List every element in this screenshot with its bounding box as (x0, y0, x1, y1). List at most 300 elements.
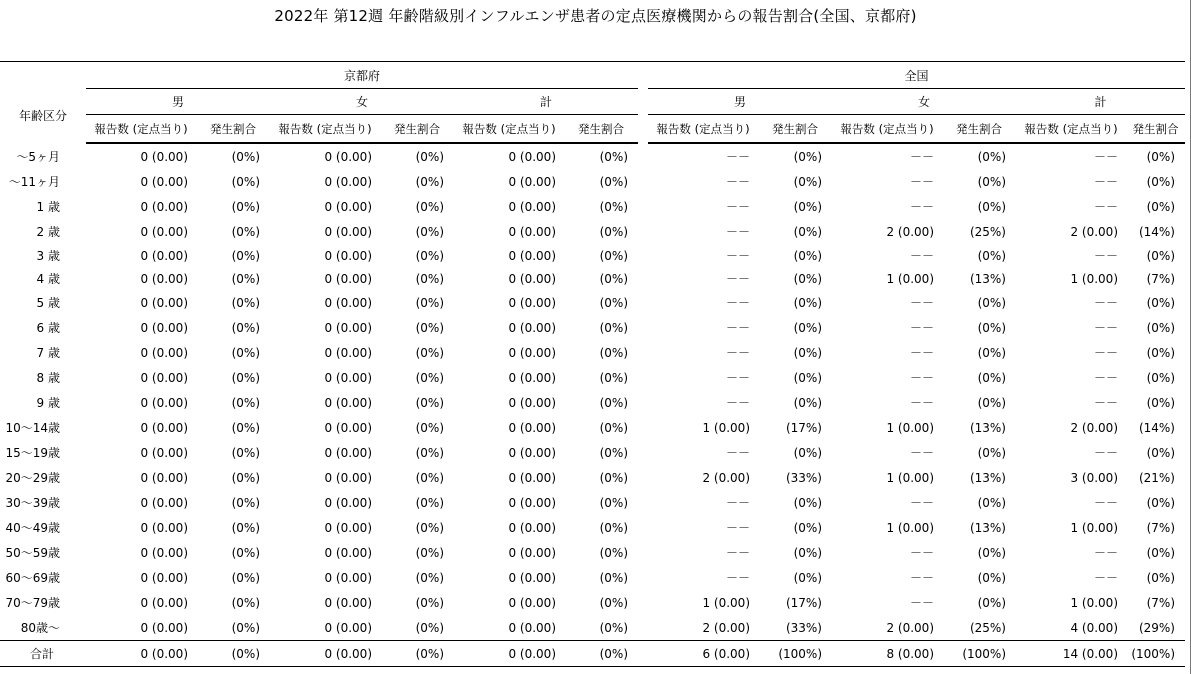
count-cell: 0 (0.00) (508, 395, 556, 410)
ratio-cell: (0%) (415, 224, 444, 239)
count-cell: －－ (725, 446, 750, 460)
count-cell: 0 (0.00) (140, 295, 188, 310)
table-row (0, 219, 1185, 244)
count-cell: 1 (0.00) (1070, 595, 1118, 610)
table-row (0, 340, 1185, 365)
ratio-cell: (13%) (969, 470, 1006, 485)
ratio-cell: (0%) (793, 495, 822, 510)
table-row (0, 143, 1185, 169)
count-cell: －－ (1093, 175, 1118, 189)
ratio-cell: (0%) (977, 248, 1006, 263)
ratio-cell: (0%) (599, 495, 628, 510)
count-cell: －－ (1093, 371, 1118, 385)
age-cell: 3 歳 (36, 249, 60, 263)
ratio-cell: (14%) (1138, 224, 1175, 239)
count-cell: 0 (0.00) (508, 149, 556, 164)
ratio-cell: (0%) (231, 174, 260, 189)
ratio-cell: (0%) (1146, 295, 1175, 310)
count-cell: －－ (909, 496, 934, 510)
count-cell: 0 (0.00) (324, 545, 372, 560)
count-cell: 0 (0.00) (324, 470, 372, 485)
age-cell: 10〜14歳 (5, 421, 60, 435)
ratio-cell: (0%) (415, 495, 444, 510)
ratio-header: 発生割合 (380, 115, 454, 144)
ratio-cell: (0%) (599, 445, 628, 460)
count-cell: 0 (0.00) (140, 370, 188, 385)
ratio-cell: (0%) (564, 641, 638, 667)
count-cell: 0 (0.00) (140, 520, 188, 535)
count-cell: －－ (1093, 200, 1118, 214)
national-male-header: 男 (648, 89, 832, 115)
count-cell: －－ (909, 546, 934, 560)
ratio-cell: (0%) (977, 295, 1006, 310)
ratio-cell: (0%) (977, 570, 1006, 585)
count-cell: 0 (0.00) (140, 495, 188, 510)
ratio-cell: (0%) (793, 248, 822, 263)
count-cell: －－ (909, 249, 934, 263)
ratio-cell: (0%) (231, 345, 260, 360)
age-cell: 30〜39歳 (5, 496, 60, 510)
count-header: 報告数 (定点当り) (86, 115, 196, 144)
count-cell: 0 (0.00) (140, 271, 188, 286)
age-cell: 2 歳 (36, 225, 60, 239)
ratio-cell: (0%) (793, 570, 822, 585)
ratio-cell: (0%) (231, 224, 260, 239)
ratio-cell: (0%) (977, 345, 1006, 360)
age-cell: 〜5ヶ月 (16, 149, 60, 164)
ratio-cell: (0%) (415, 570, 444, 585)
count-cell: －－ (725, 175, 750, 189)
count-cell: 0 (0.00) (86, 641, 196, 667)
table-body (0, 143, 1185, 667)
count-cell: －－ (1093, 571, 1118, 585)
ratio-cell: (0%) (415, 520, 444, 535)
count-cell: 0 (0.00) (324, 445, 372, 460)
count-cell: －－ (909, 396, 934, 410)
ratio-cell: (0%) (1146, 445, 1175, 460)
age-cell: 8 歳 (36, 371, 60, 385)
count-cell: 1 (0.00) (1070, 271, 1118, 286)
count-cell: －－ (909, 371, 934, 385)
ratio-cell: (0%) (977, 370, 1006, 385)
ratio-cell: (0%) (599, 174, 628, 189)
ratio-cell: (0%) (415, 445, 444, 460)
ratio-cell: (0%) (380, 641, 454, 667)
count-cell: 0 (0.00) (140, 199, 188, 214)
count-cell: 0 (0.00) (508, 495, 556, 510)
ratio-cell: (100%) (1126, 641, 1185, 667)
table-row (0, 194, 1185, 219)
table-row (0, 390, 1185, 415)
count-cell: －－ (909, 200, 934, 214)
count-cell: 0 (0.00) (324, 248, 372, 263)
ratio-cell: (0%) (231, 570, 260, 585)
age-cell: 1 歳 (36, 200, 60, 214)
ratio-cell: (100%) (942, 641, 1016, 667)
ratio-cell: (0%) (231, 495, 260, 510)
count-header: 報告数 (定点当り) (270, 115, 380, 144)
ratio-cell: (0%) (599, 570, 628, 585)
ratio-cell: (0%) (415, 370, 444, 385)
count-cell: 0 (0.00) (324, 520, 372, 535)
count-cell: －－ (725, 296, 750, 310)
count-cell: －－ (725, 249, 750, 263)
table-row (0, 465, 1185, 490)
count-cell: 0 (0.00) (508, 370, 556, 385)
ratio-cell: (0%) (415, 320, 444, 335)
age-cell: 6 歳 (36, 321, 60, 335)
count-cell: －－ (1093, 546, 1118, 560)
count-cell: 1 (0.00) (886, 420, 934, 435)
ratio-cell: (0%) (599, 248, 628, 263)
ratio-cell: (0%) (977, 174, 1006, 189)
count-cell: －－ (909, 150, 934, 164)
count-cell: 0 (0.00) (324, 345, 372, 360)
count-cell: 0 (0.00) (140, 420, 188, 435)
count-cell: 0 (0.00) (140, 320, 188, 335)
count-cell: 2 (0.00) (702, 620, 750, 635)
count-header: 報告数 (定点当り) (648, 115, 758, 144)
ratio-cell: (0%) (599, 370, 628, 385)
count-cell: 0 (0.00) (508, 520, 556, 535)
count-cell: －－ (725, 521, 750, 535)
ratio-cell: (25%) (969, 224, 1006, 239)
count-cell: 0 (0.00) (270, 641, 380, 667)
page-title: 2022年 第12週 年齢階級別インフルエンザ患者の定点医療機関からの報告割合(全国、京都府) (274, 7, 917, 25)
count-cell: 0 (0.00) (140, 445, 188, 460)
ratio-cell: (0%) (231, 248, 260, 263)
age-cell: 80歳〜 (20, 621, 60, 635)
count-cell: 0 (0.00) (140, 224, 188, 239)
count-cell: －－ (725, 225, 750, 239)
count-cell: 0 (0.00) (324, 149, 372, 164)
ratio-cell: (0%) (1146, 495, 1175, 510)
ratio-cell: (0%) (793, 149, 822, 164)
table-row (0, 290, 1185, 315)
table-row (0, 315, 1185, 340)
kyoto-female-header: 女 (270, 89, 454, 115)
ratio-cell: (0%) (793, 520, 822, 535)
count-cell: －－ (725, 346, 750, 360)
count-cell: 0 (0.00) (508, 199, 556, 214)
ratio-cell: (0%) (793, 445, 822, 460)
ratio-cell: (0%) (599, 470, 628, 485)
count-cell: 0 (0.00) (324, 224, 372, 239)
ratio-cell: (0%) (793, 545, 822, 560)
count-cell: －－ (725, 396, 750, 410)
ratio-cell: (0%) (231, 271, 260, 286)
ratio-cell: (0%) (415, 345, 444, 360)
count-cell: －－ (1093, 296, 1118, 310)
count-cell: 0 (0.00) (508, 271, 556, 286)
count-cell: 6 (0.00) (648, 641, 758, 667)
count-cell: 1 (0.00) (886, 520, 934, 535)
ratio-header: 発生割合 (564, 115, 638, 144)
age-cell: 70〜79歳 (5, 596, 60, 610)
national-female-header: 女 (832, 89, 1016, 115)
count-cell: 0 (0.00) (324, 174, 372, 189)
count-cell: 0 (0.00) (508, 224, 556, 239)
national-header: 全国 (648, 62, 1185, 89)
ratio-cell: (13%) (969, 271, 1006, 286)
ratio-cell: (0%) (977, 595, 1006, 610)
ratio-cell: (0%) (415, 420, 444, 435)
count-cell: 1 (0.00) (702, 420, 750, 435)
table-row (0, 565, 1185, 590)
total-row (0, 641, 1185, 667)
count-cell: －－ (909, 571, 934, 585)
ratio-cell: (0%) (415, 199, 444, 214)
ratio-cell: (0%) (415, 395, 444, 410)
ratio-cell: (0%) (231, 445, 260, 460)
count-header: 報告数 (定点当り) (1016, 115, 1126, 144)
count-cell: 0 (0.00) (324, 620, 372, 635)
ratio-cell: (0%) (599, 149, 628, 164)
count-cell: －－ (725, 496, 750, 510)
ratio-cell: (21%) (1138, 470, 1175, 485)
ratio-cell: (25%) (969, 620, 1006, 635)
count-cell: －－ (1093, 150, 1118, 164)
count-cell: 0 (0.00) (454, 641, 564, 667)
count-cell: 0 (0.00) (140, 395, 188, 410)
national-total-header: 計 (1016, 89, 1185, 115)
ratio-cell: (0%) (793, 271, 822, 286)
count-cell: 1 (0.00) (702, 595, 750, 610)
count-cell: －－ (725, 150, 750, 164)
ratio-cell: (0%) (231, 595, 260, 610)
ratio-cell: (0%) (1146, 199, 1175, 214)
count-cell: 0 (0.00) (324, 320, 372, 335)
age-cell: 50〜59歳 (5, 546, 60, 560)
ratio-cell: (0%) (415, 295, 444, 310)
count-cell: 0 (0.00) (508, 420, 556, 435)
ratio-cell: (7%) (1146, 271, 1175, 286)
count-cell: 0 (0.00) (140, 595, 188, 610)
ratio-cell: (7%) (1146, 520, 1175, 535)
count-cell: －－ (909, 346, 934, 360)
table-row (0, 515, 1185, 540)
ratio-cell: (0%) (793, 224, 822, 239)
count-cell: －－ (725, 546, 750, 560)
ratio-cell: (0%) (793, 370, 822, 385)
ratio-cell: (0%) (231, 295, 260, 310)
ratio-cell: (0%) (1146, 320, 1175, 335)
count-cell: －－ (909, 175, 934, 189)
ratio-cell: (0%) (599, 420, 628, 435)
table-row (0, 267, 1185, 290)
age-cell: 〜11ヶ月 (8, 175, 60, 189)
count-cell: 0 (0.00) (324, 271, 372, 286)
table-row (0, 540, 1185, 565)
count-cell: 1 (0.00) (1070, 520, 1118, 535)
count-cell: 0 (0.00) (324, 370, 372, 385)
ratio-cell: (14%) (1138, 420, 1175, 435)
count-cell: －－ (909, 446, 934, 460)
ratio-cell: (0%) (599, 320, 628, 335)
count-cell: －－ (1093, 321, 1118, 335)
ratio-header: 発生割合 (758, 115, 832, 144)
ratio-cell: (0%) (793, 199, 822, 214)
table-row (0, 365, 1185, 390)
ratio-cell: (0%) (977, 395, 1006, 410)
age-cell: 15〜19歳 (5, 446, 60, 460)
count-header: 報告数 (定点当り) (832, 115, 942, 144)
count-cell: －－ (1093, 396, 1118, 410)
count-cell: 2 (0.00) (1070, 420, 1118, 435)
count-cell: 0 (0.00) (140, 248, 188, 263)
count-cell: 2 (0.00) (1070, 224, 1118, 239)
count-cell: 0 (0.00) (508, 174, 556, 189)
ratio-cell: (0%) (231, 520, 260, 535)
ratio-cell: (0%) (415, 248, 444, 263)
count-cell: 0 (0.00) (508, 248, 556, 263)
ratio-cell: (7%) (1146, 595, 1175, 610)
count-cell: 0 (0.00) (140, 620, 188, 635)
ratio-cell: (0%) (1146, 570, 1175, 585)
ratio-cell: (0%) (977, 149, 1006, 164)
ratio-cell: (0%) (793, 345, 822, 360)
ratio-cell: (29%) (1138, 620, 1175, 635)
ratio-cell: (0%) (599, 345, 628, 360)
age-cell: 合計 (0, 641, 86, 667)
count-header: 報告数 (定点当り) (454, 115, 564, 144)
count-cell: 1 (0.00) (886, 271, 934, 286)
count-cell: 8 (0.00) (832, 641, 942, 667)
ratio-cell: (0%) (599, 199, 628, 214)
ratio-cell: (0%) (231, 395, 260, 410)
count-cell: －－ (909, 596, 934, 610)
ratio-cell: (0%) (793, 320, 822, 335)
table-row (0, 169, 1185, 194)
count-cell: 0 (0.00) (140, 470, 188, 485)
influenza-report-table (0, 61, 1185, 667)
count-cell: －－ (725, 200, 750, 214)
count-cell: 2 (0.00) (886, 620, 934, 635)
ratio-cell: (0%) (599, 295, 628, 310)
count-cell: 0 (0.00) (508, 620, 556, 635)
ratio-cell: (0%) (231, 620, 260, 635)
ratio-cell: (0%) (1146, 395, 1175, 410)
age-cell: 7 歳 (36, 346, 60, 360)
ratio-cell: (0%) (599, 520, 628, 535)
count-cell: －－ (1093, 249, 1118, 263)
ratio-header: 発生割合 (196, 115, 270, 144)
age-cell: 9 歳 (36, 396, 60, 410)
count-cell: 0 (0.00) (508, 445, 556, 460)
count-cell: －－ (725, 571, 750, 585)
ratio-cell: (0%) (793, 174, 822, 189)
age-header: 年齢区分 (18, 109, 67, 124)
ratio-cell: (0%) (599, 395, 628, 410)
ratio-header: 発生割合 (942, 115, 1016, 144)
count-cell: 0 (0.00) (140, 345, 188, 360)
count-cell: 4 (0.00) (1070, 620, 1118, 635)
table-row (0, 590, 1185, 615)
count-cell: 0 (0.00) (508, 470, 556, 485)
ratio-cell: (0%) (415, 470, 444, 485)
ratio-cell: (0%) (599, 271, 628, 286)
count-cell: 0 (0.00) (140, 149, 188, 164)
ratio-cell: (13%) (969, 420, 1006, 435)
ratio-cell: (17%) (785, 595, 822, 610)
ratio-cell: (0%) (977, 199, 1006, 214)
table-row (0, 615, 1185, 641)
table-row (0, 490, 1185, 515)
ratio-cell: (0%) (196, 641, 270, 667)
ratio-cell: (0%) (415, 545, 444, 560)
age-cell: 60〜69歳 (5, 571, 60, 585)
count-cell: 0 (0.00) (324, 595, 372, 610)
ratio-cell: (0%) (599, 595, 628, 610)
ratio-cell: (0%) (231, 149, 260, 164)
ratio-cell: (0%) (1146, 174, 1175, 189)
count-cell: 0 (0.00) (508, 295, 556, 310)
age-cell: 4 歳 (36, 272, 60, 286)
ratio-cell: (0%) (1146, 345, 1175, 360)
ratio-cell: (100%) (758, 641, 832, 667)
count-cell: 3 (0.00) (1070, 470, 1118, 485)
ratio-cell: (0%) (231, 370, 260, 385)
count-cell: 0 (0.00) (508, 320, 556, 335)
ratio-cell: (0%) (231, 199, 260, 214)
count-cell: 0 (0.00) (324, 420, 372, 435)
ratio-cell: (0%) (793, 295, 822, 310)
ratio-cell: (0%) (599, 545, 628, 560)
table-row (0, 440, 1185, 465)
count-cell: －－ (909, 296, 934, 310)
ratio-cell: (0%) (415, 149, 444, 164)
ratio-cell: (17%) (785, 420, 822, 435)
ratio-cell: (33%) (785, 470, 822, 485)
ratio-cell: (0%) (793, 395, 822, 410)
ratio-cell: (0%) (231, 420, 260, 435)
count-cell: 0 (0.00) (140, 545, 188, 560)
ratio-cell: (0%) (415, 595, 444, 610)
ratio-cell: (0%) (415, 271, 444, 286)
count-cell: －－ (1093, 496, 1118, 510)
ratio-cell: (0%) (415, 174, 444, 189)
ratio-cell: (0%) (599, 620, 628, 635)
age-cell: 20〜29歳 (5, 471, 60, 485)
count-cell: 0 (0.00) (324, 199, 372, 214)
count-cell: －－ (725, 371, 750, 385)
count-cell: 1 (0.00) (886, 470, 934, 485)
count-cell: 0 (0.00) (324, 395, 372, 410)
count-cell: 2 (0.00) (702, 470, 750, 485)
ratio-cell: (0%) (599, 224, 628, 239)
ratio-cell: (0%) (231, 545, 260, 560)
count-cell: 0 (0.00) (508, 545, 556, 560)
age-cell: 40〜49歳 (5, 521, 60, 535)
count-cell: －－ (725, 321, 750, 335)
ratio-cell: (0%) (1146, 149, 1175, 164)
ratio-cell: (0%) (1146, 370, 1175, 385)
ratio-cell: (0%) (231, 470, 260, 485)
count-cell: －－ (1093, 446, 1118, 460)
ratio-cell: (0%) (977, 445, 1006, 460)
ratio-cell: (13%) (969, 520, 1006, 535)
age-cell: 5 歳 (36, 296, 60, 310)
ratio-cell: (0%) (1146, 248, 1175, 263)
kyoto-header: 京都府 (86, 62, 638, 89)
ratio-cell: (0%) (977, 320, 1006, 335)
count-cell: －－ (1093, 346, 1118, 360)
count-cell: －－ (909, 321, 934, 335)
ratio-cell: (33%) (785, 620, 822, 635)
count-cell: 0 (0.00) (324, 295, 372, 310)
kyoto-total-header: 計 (454, 89, 638, 115)
ratio-cell: (0%) (977, 495, 1006, 510)
